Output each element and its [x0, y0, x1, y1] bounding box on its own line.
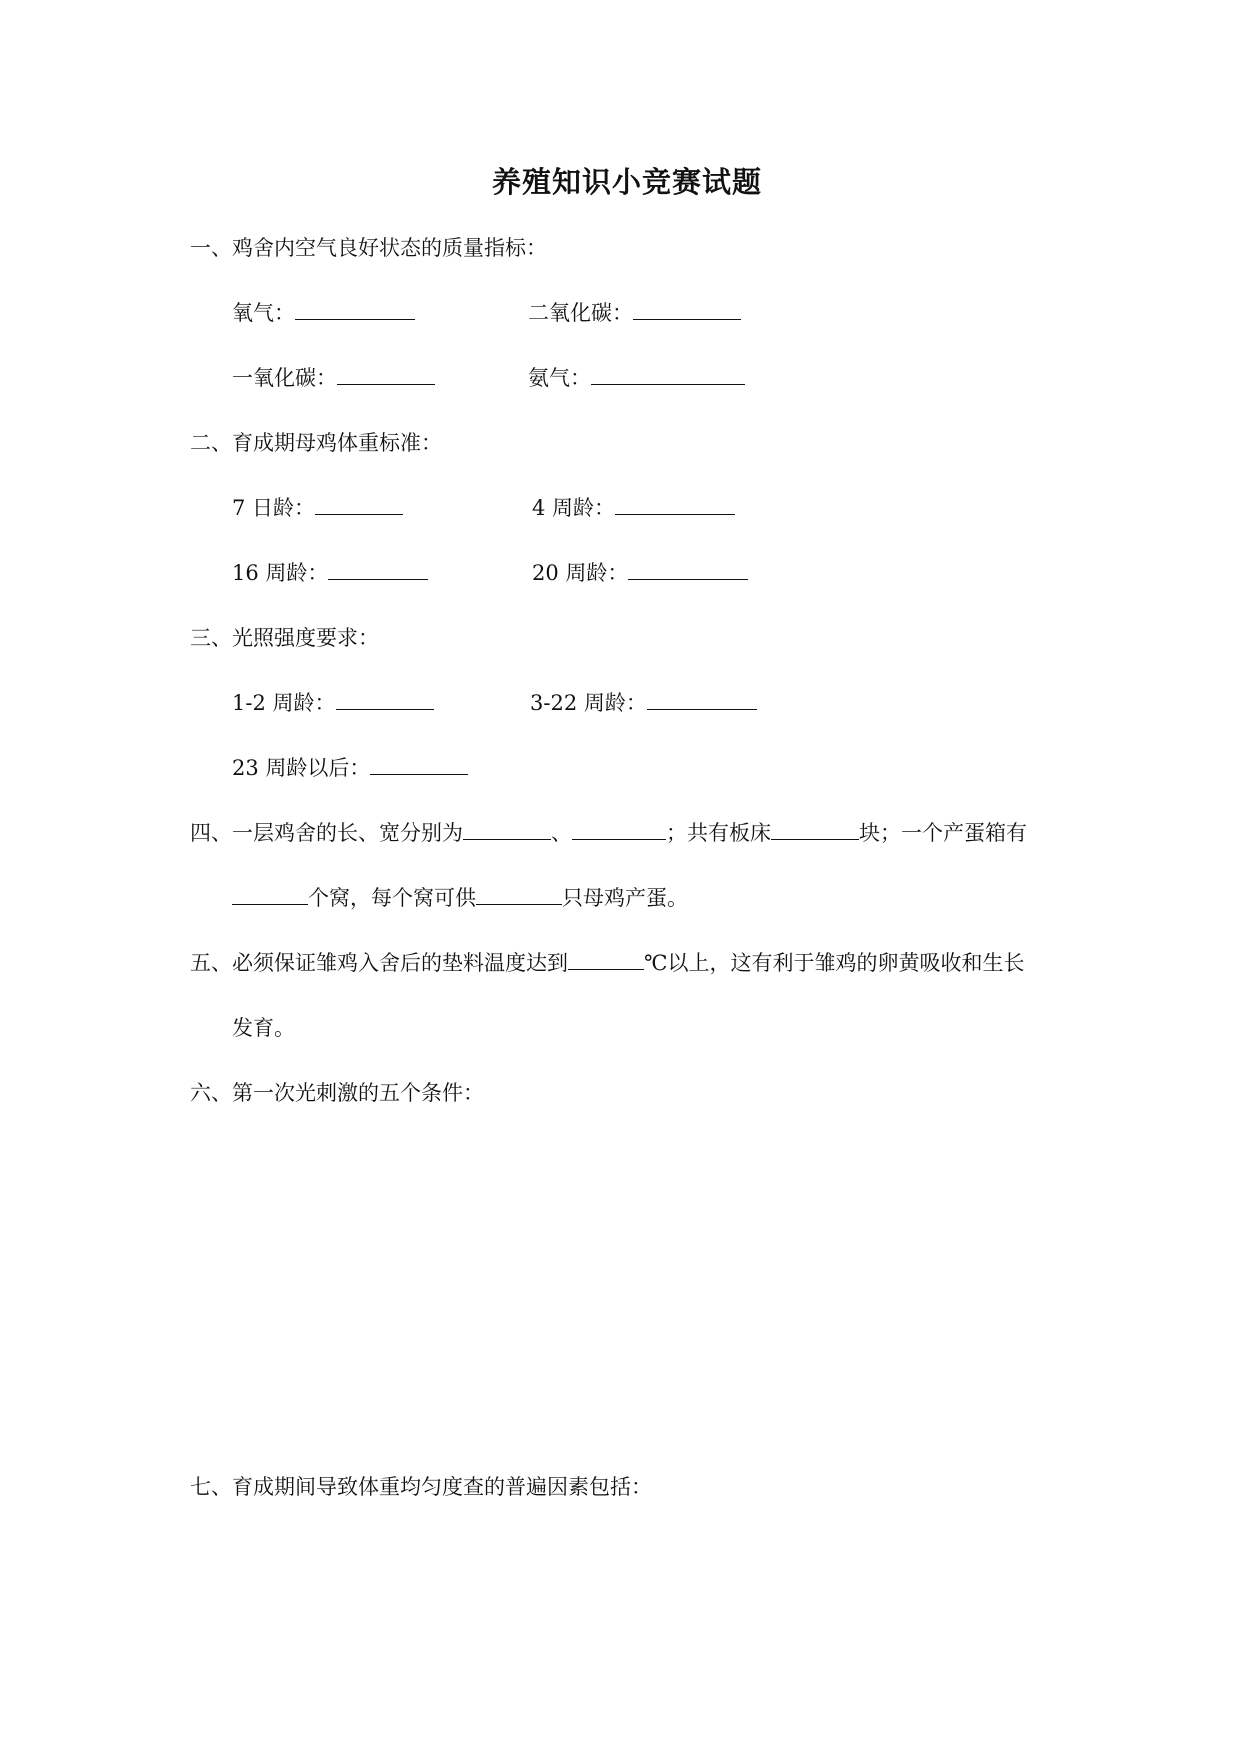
q4-text-4: 块；一个产蛋箱有 [859, 821, 1027, 845]
q4-text-1: 四、一层鸡舍的长、宽分别为 [190, 821, 463, 845]
question-7-heading: 七、育成期间导致体重均匀度查的普遍因素包括： [190, 1475, 652, 1499]
q4-nest-count-blank[interactable] [232, 903, 308, 905]
q3-w3-22-row [530, 693, 757, 714]
q3-w3-22-label: 3-22 周龄： [530, 691, 647, 715]
q1-co-label: 一氧化碳： [232, 366, 337, 390]
q1-oxygen-row [232, 303, 415, 324]
q3-w23-label: 23 周龄以后： [232, 756, 371, 780]
q2-w16-blank[interactable] [328, 578, 428, 580]
q1-ammonia-blank[interactable] [591, 383, 745, 385]
q2-w20-blank[interactable] [628, 578, 748, 580]
q2-w16-label: 16 周龄： [232, 561, 329, 585]
q5-text-1: 五、必须保证雏鸡入舍后的垫料温度达到 [190, 951, 568, 975]
q2-w4-row [532, 498, 735, 519]
q2-d7-blank[interactable] [315, 513, 403, 515]
q4-text-2: 、 [551, 821, 572, 845]
page-title: 养殖知识小竞赛试题 [492, 165, 763, 199]
q3-w1-2-label: 1-2 周龄： [232, 691, 336, 715]
q1-co2-row [528, 303, 741, 324]
q1-oxygen-blank[interactable] [295, 318, 415, 320]
q4-board-blank[interactable] [771, 838, 859, 840]
question-1-heading: 一、鸡舍内空气良好状态的质量指标： [190, 236, 547, 260]
question-5-line-1 [190, 953, 1025, 974]
question-6-heading: 六、第一次光刺激的五个条件： [190, 1081, 484, 1105]
q1-ammonia-label: 氨气： [528, 366, 591, 390]
q2-w4-label: 4 周龄： [532, 496, 616, 520]
question-4-line-2 [232, 888, 688, 909]
question-2-heading: 二、育成期母鸡体重标准： [190, 431, 442, 455]
q4-width-blank[interactable] [572, 838, 666, 840]
q3-w23-blank[interactable] [370, 773, 468, 775]
q4-text-3: ；共有板床 [666, 821, 771, 845]
q1-oxygen-label: 氧气： [232, 301, 295, 325]
q3-w1-2-blank[interactable] [336, 708, 434, 710]
q2-w4-blank[interactable] [615, 513, 735, 515]
q1-co2-label: 二氧化碳： [528, 301, 633, 325]
q2-w20-row [532, 563, 748, 584]
q2-d7-row [232, 498, 403, 519]
q4-hens-blank[interactable] [476, 903, 562, 905]
q1-co2-blank[interactable] [633, 318, 741, 320]
q1-ammonia-row [528, 368, 745, 389]
q2-w20-label: 20 周龄： [532, 561, 629, 585]
question-3-heading: 三、光照强度要求： [190, 626, 379, 650]
q5-text-2: ℃以上，这有利于雏鸡的卵黄吸收和生长 [644, 951, 1025, 975]
q1-co-row [232, 368, 435, 389]
q1-co-blank[interactable] [337, 383, 435, 385]
question-5-line-2: 发育。 [232, 1016, 295, 1040]
q3-w23-row [232, 758, 468, 779]
q2-w16-row [232, 563, 428, 584]
q3-w3-22-blank[interactable] [647, 708, 757, 710]
q3-w1-2-row [232, 693, 434, 714]
q2-d7-label: 7 日龄： [232, 496, 316, 520]
q4-length-blank[interactable] [463, 838, 551, 840]
q4-text-5: 个窝，每个窝可供 [308, 886, 476, 910]
question-4-line-1 [190, 823, 1027, 844]
q4-text-6: 只母鸡产蛋。 [562, 886, 688, 910]
q5-temperature-blank[interactable] [568, 968, 644, 970]
